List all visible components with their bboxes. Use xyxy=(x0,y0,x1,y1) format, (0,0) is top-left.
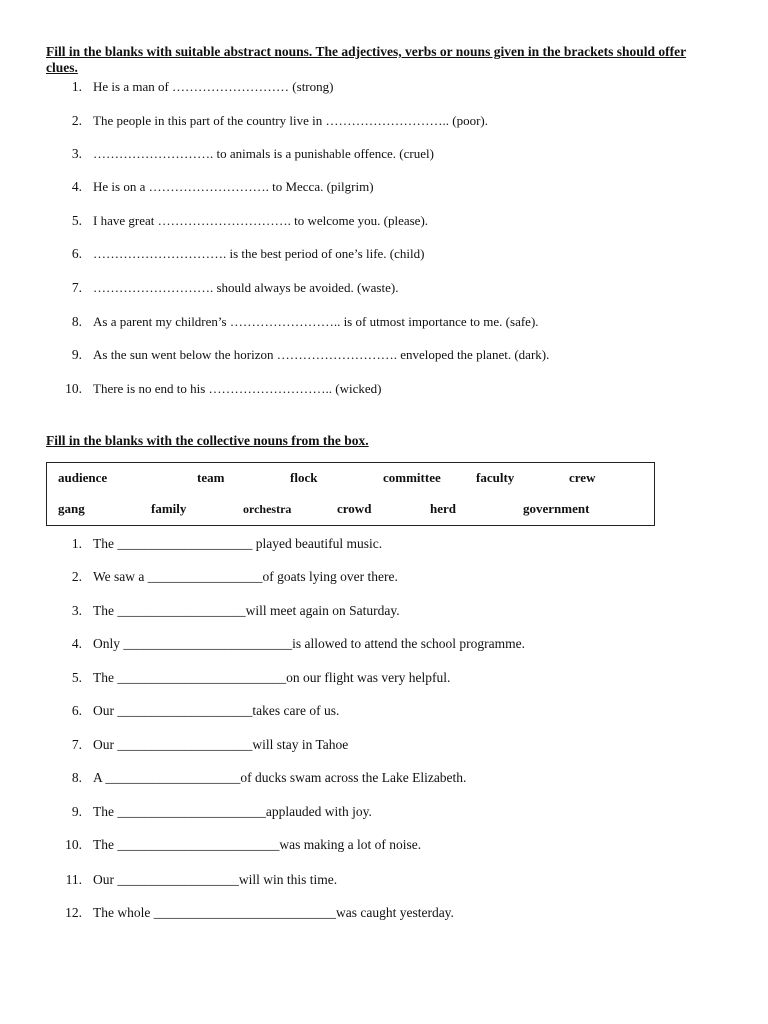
item-number: 4. xyxy=(71,179,82,194)
item-number: 8. xyxy=(71,770,82,785)
section2-instruction: Fill in the blanks with the collective nouns from the box. xyxy=(46,433,369,448)
box-word: team xyxy=(197,470,225,485)
box-word: committee xyxy=(383,470,441,485)
item-text: Our ____________________takes care of us. xyxy=(93,703,340,718)
item-number: 5. xyxy=(71,213,82,228)
box-word: gang xyxy=(58,501,85,516)
item-number: 12. xyxy=(65,905,82,920)
item-number: 2. xyxy=(71,113,82,128)
item-text: Our ____________________will stay in Tahoe xyxy=(93,737,349,752)
item-text: The ___________________will meet again on Saturday. xyxy=(93,603,400,618)
item-text: ………………………. to animals is a punishable offence. (cruel) xyxy=(93,146,434,161)
item-text: …………………………. is the best period of one’s life. (child) xyxy=(93,246,425,261)
box-word: faculty xyxy=(476,470,515,485)
box-word: government xyxy=(523,501,590,516)
item-text: I have great …………………………. to welcome you. (please). xyxy=(93,213,429,228)
item-number: 4. xyxy=(71,636,82,651)
item-text: The people in this part of the country live in ……………………….. (poor). xyxy=(93,113,488,128)
item-text: The whole ___________________________was caught yesterday. xyxy=(93,905,454,920)
item-text: As a parent my children’s …………………….. is of utmost importance to me. (safe). xyxy=(93,314,539,329)
section1-instruction: Fill in the blanks with suitable abstract nouns. The adjectives, verbs or nouns given in the brackets should offer clues. xyxy=(46,44,687,75)
item-text: A ____________________of ducks swam across the Lake Elizabeth. xyxy=(93,770,467,785)
item-number: 1. xyxy=(71,79,82,94)
box-word: orchestra xyxy=(243,502,292,516)
item-text: He is a man of ……………………… (strong) xyxy=(93,79,334,94)
box-word: audience xyxy=(58,470,108,485)
item-number: 9. xyxy=(71,347,82,362)
box-word: crew xyxy=(569,470,596,485)
item-number: 10. xyxy=(65,381,82,396)
item-text: ………………………. should always be avoided. (waste). xyxy=(93,280,399,295)
item-number: 7. xyxy=(71,737,82,752)
item-number: 6. xyxy=(71,703,82,718)
item-number: 11. xyxy=(65,872,82,887)
item-number: 6. xyxy=(71,246,82,261)
item-text: He is on a ………………………. to Mecca. (pilgrim) xyxy=(93,179,374,194)
item-number: 8. xyxy=(71,314,82,329)
box-word: herd xyxy=(430,501,456,516)
item-text: The _________________________on our flight was very helpful. xyxy=(93,670,451,685)
item-number: 3. xyxy=(71,603,82,618)
item-number: 10. xyxy=(65,837,82,852)
item-text: The ________________________was making a lot of noise. xyxy=(93,837,422,852)
item-number: 3. xyxy=(71,146,82,161)
item-number: 7. xyxy=(71,280,82,295)
item-text: The ______________________applauded with joy. xyxy=(93,804,372,819)
item-number: 5. xyxy=(71,670,82,685)
item-text: Only _________________________is allowed to attend the school programme. xyxy=(93,636,525,651)
item-text: As the sun went below the horizon ………………………. enveloped the planet. (dark). xyxy=(93,347,550,362)
item-text: The ____________________ played beautiful music. xyxy=(93,536,383,551)
item-text: Our __________________will win this time. xyxy=(93,872,338,887)
box-word: crowd xyxy=(337,501,372,516)
item-number: 2. xyxy=(71,569,82,584)
item-number: 1. xyxy=(71,536,82,551)
box-word: family xyxy=(151,501,187,516)
box-word: flock xyxy=(290,470,318,485)
item-text: There is no end to his ……………………….. (wicked) xyxy=(93,381,382,396)
item-text: We saw a _________________of goats lying over there. xyxy=(93,569,398,584)
word-box xyxy=(46,462,655,526)
item-number: 9. xyxy=(71,804,82,819)
